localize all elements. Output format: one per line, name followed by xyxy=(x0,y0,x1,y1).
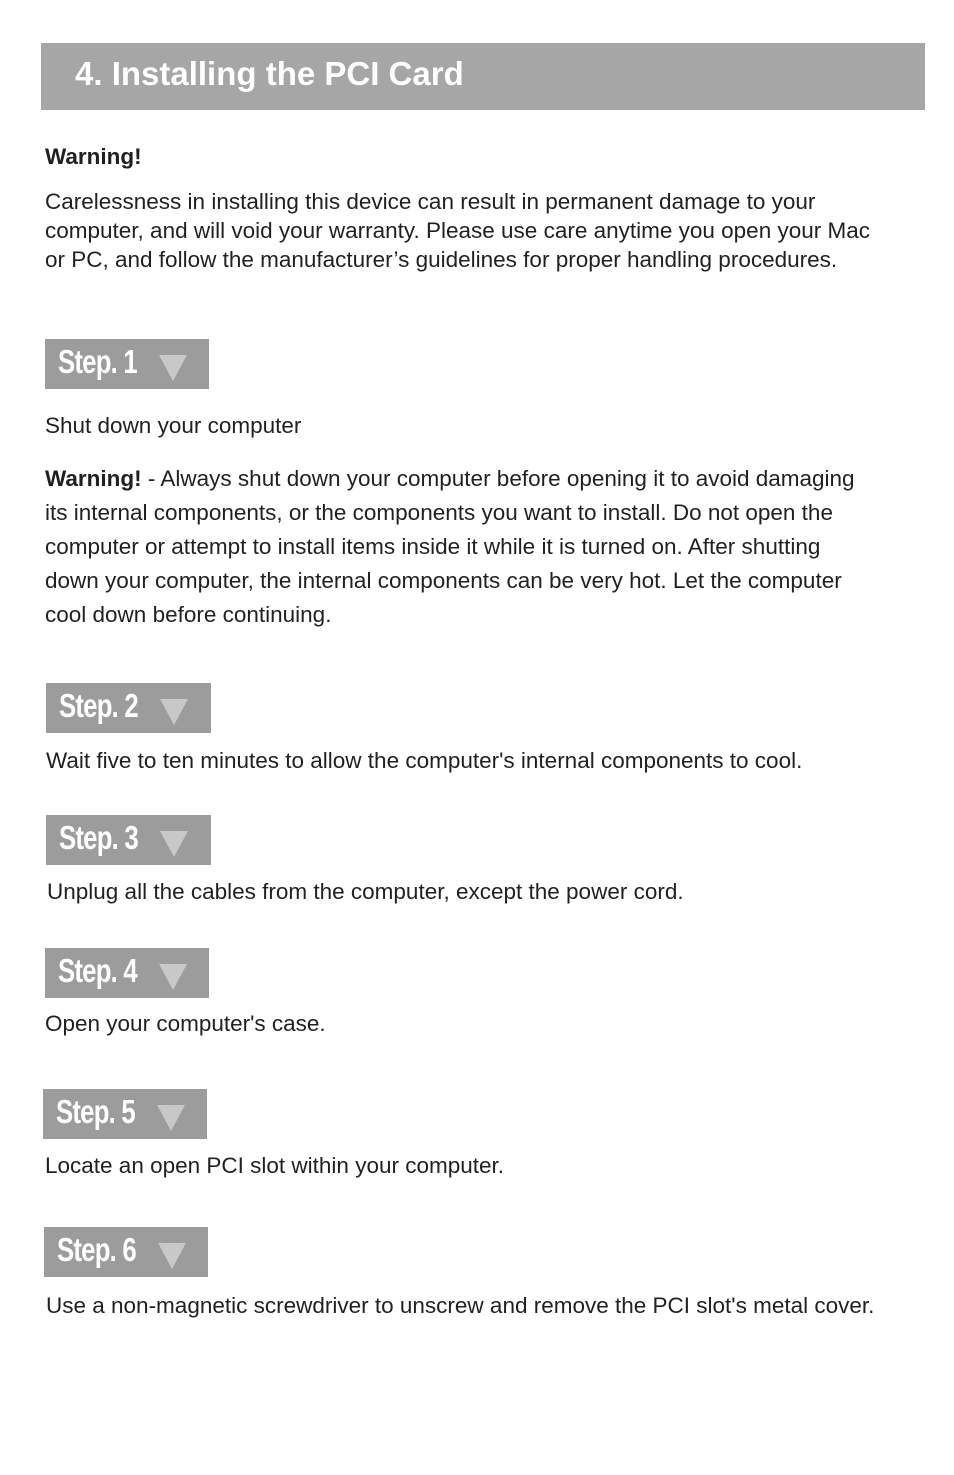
step-1-warning-line: computer or attempt to install items inside it while it is turned on. After shutting xyxy=(45,534,821,559)
step-4-text: Open your computer's case. xyxy=(45,1011,326,1036)
step-4-badge xyxy=(45,948,209,998)
triangle-down-icon xyxy=(158,1243,186,1269)
step-1-badge xyxy=(45,339,209,389)
step-2-label: Step. 2 xyxy=(59,687,138,724)
step-3-label: Step. 3 xyxy=(59,819,138,856)
intro-line: Carelessness in installing this device can result in permanent damage to your xyxy=(45,189,816,214)
step-2-badge xyxy=(46,683,211,733)
triangle-down-icon xyxy=(159,355,187,381)
step-1-warning-line: down your computer, the internal components can be very hot. Let the computer xyxy=(45,568,842,593)
step-6-text: Use a non-magnetic screwdriver to unscrew and remove the PCI slot's metal cover. xyxy=(46,1293,875,1318)
triangle-down-icon xyxy=(159,964,187,990)
step-1-warning-line xyxy=(45,462,855,496)
step-6-label: Step. 6 xyxy=(57,1231,136,1268)
step-4-label: Step. 4 xyxy=(58,952,137,989)
step-6-badge xyxy=(44,1227,208,1277)
step-1-warning-line: cool down before continuing. xyxy=(45,602,332,627)
step-5-badge xyxy=(43,1089,207,1139)
step-1-warning-line: its internal components, or the components you want to install. Do not open the xyxy=(45,500,833,525)
intro-warning-text xyxy=(45,187,870,274)
step-1-warning xyxy=(45,462,855,632)
triangle-down-icon xyxy=(160,831,188,857)
step-1-label: Step. 1 xyxy=(58,343,137,380)
intro-line: or PC, and follow the manufacturer’s guidelines for proper handling procedures. xyxy=(45,247,838,272)
section-title: 4. Installing the PCI Card xyxy=(75,55,464,92)
step-2-text: Wait five to ten minutes to allow the computer's internal components to cool. xyxy=(46,748,803,773)
triangle-down-icon xyxy=(160,699,188,725)
step-1-text: Shut down your computer xyxy=(45,413,302,438)
step-5-label: Step. 5 xyxy=(56,1093,135,1130)
step-1-warning-label: Warning! xyxy=(45,466,142,491)
triangle-down-icon xyxy=(157,1105,185,1131)
step-5-text: Locate an open PCI slot within your computer. xyxy=(45,1153,505,1178)
step-3-text: Unplug all the cables from the computer, except the power cord. xyxy=(47,879,684,904)
intro-warning-title: Warning! xyxy=(45,144,142,169)
step-1-warning-text: - Always shut down your computer before opening it to avoid damaging xyxy=(141,466,855,491)
section-header-bar xyxy=(41,43,925,110)
step-3-badge xyxy=(46,815,211,865)
intro-line: computer, and will void your warranty. Please use care anytime you open your Mac xyxy=(45,218,870,243)
